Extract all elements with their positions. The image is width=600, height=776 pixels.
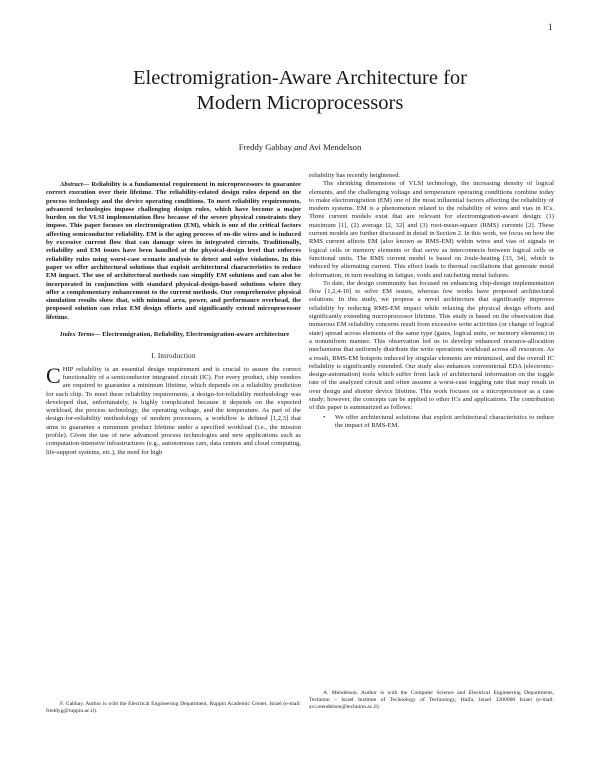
- intro-paragraph-3: To date, the design community has focused on enhancing chip-design implementation flow [1,2,4-10] to solve EM issues, whereas few works have proposed architectural solutions. In this study, we propose a novel architecture that significantly improves reliability by reducing RMS-EM impact while relaxing the physical design efforts and significantly extending microprocessor lifetime. This study is based on the observation that numerous EM reliability concerns result from excessive write activities (or change of logical state) spread across elements of the same type (gates, logical units, or memory elements) in a nonuniform manner. This observation led us to develop enhanced resource-allocation mechanisms that uniformly distribute the write operations workload across all resources. As a result, RMS-EM hotspots induced by singular elements are minimized, and the overall IC reliability is significantly extended. Our study also enhances conventional EDA (electronic-design-automation) tools which suffer from lack of architectural information on the toggle rate of the analyzed circuit and often assume a worst-case toggling rate that may result in over design and shorter device lifetime. This work focuses on a microprocessor as a case study; however, the concepts can be applied to other ICs and applications. The contribution of this paper is summarized as follows:: [309, 279, 554, 412]
- section-heading-introduction: I. Introduction: [151, 352, 196, 361]
- author-1: Freddy Gabbay: [238, 142, 292, 152]
- intro-paragraph-1-text: HIP reliability is an essential design requirement and is crucial to assure the correct functionality of a semiconductor integrated circuit (IC). For every product, chip vendors are required to guarantee a minimum lifetime, which depends on a reliability prediction for each chip. To meet these reliability requirements, a design-for-reliability methodology was developed that, unfortunately, is highly complicated because it depends on the expected workload, the process technology, the operating voltage, and the temperature. As part of the design-for-reliability methodology of modern processors, a workflow is defined [1,2,3] that aims to guarantee a minimum product lifetime under a specified workload (i.e., the mission profile). Given the use of new advanced process technologies and new applications such as computation-intensive infrastructures (e.g., autonomous cars, data centers and cloud computing, life-support systems, etc.), the need for high: [46, 365, 301, 456]
- author-conjunction: and: [294, 142, 307, 152]
- index-terms: [46, 331, 301, 339]
- index-terms-label: Index Terms—: [60, 331, 101, 339]
- list-item: [309, 414, 554, 431]
- title-line-2: Modern Microprocessors: [196, 92, 404, 114]
- footnote-right-text: A. Mendelson. Author is with the Computer Science and Electrical Engineering Departments, Technion – Israel Institute of Technology of Technology, Haifa, Israel 3200000 Israel (e-mail: avi.mendelson@technion.ac.il).: [309, 690, 554, 711]
- footnote-author-1: [46, 701, 301, 715]
- left-column: [46, 181, 301, 457]
- abstract-label: Abstract—: [60, 181, 90, 188]
- contribution-item-1: We offer architectural solutions that exploit architectural characteristics to reduce the impact of RMS-EM.: [335, 413, 554, 429]
- footnote-author-2: [309, 690, 554, 712]
- abstract-text: Reliability is a fundamental requirement in microprocessors to guarantee correct execution over their lifetime. The reliability-related design rules depend on the process technology and the device operating conditions. To meet reliability requirements, advanced technologies impose challenging design rules, which have become a major burden on the VLSI implementation flow because of the severe physical constraints they impose. This paper focuses on electromigration (EM), which is one of the critical factors affecting semiconductor reliability. EM is the aging process of on-die wires and is induced by excessive current flow that can damage wires in integrated circuits. Traditionally, reliability and EM issues have been handled at the physical-design level that enforces reliability rules using worst-case scenario analysis to detect and solve violations. In this paper we offer architectural solutions that exploit architectural characteristics to reduce EM impact. The use of architectural methods can simplify EM solutions and can also be incorporated in conjunction with standard physical-design-based solutions where they offer a complementary enhancement to the current methods. Our comprehensive physical simulation results show that, with minimal area, power, and performance overhead, the proposed solution can relax EM design efforts and significantly extend microprocessor lifetime.: [46, 181, 301, 321]
- title-line-1: Electromigration-Aware Architecture for: [133, 67, 467, 89]
- author-2: Avi Mendelson: [308, 142, 362, 152]
- paper-title: [0, 66, 600, 116]
- intro-paragraph-1: [46, 362, 301, 457]
- bullet-icon: •: [323, 413, 326, 421]
- intro-continuation: reliability has recently heightened.: [309, 172, 401, 179]
- page-number: 1: [548, 22, 553, 32]
- abstract: [46, 181, 301, 322]
- intro-paragraph-2: The shrinking dimensions of VLSI technology, the increasing density of logical elements, and the challenging voltage and temperature operating conditions combine today to make electromigration (EM) one of the most influential factors affecting the reliability of modern systems. EM is a phenomenon related to the reliability of wires and vias in ICs. Three current models exist that are relevant for electromigration-aware design: (1) maximum [1], (2) average [2, 32] and (3) root-mean-square (RMS) currents [2]. These current models are further discussed in detail in Section 2. In this work, we focus on how the RMS current affects EM (also known as RMS-EM) within wires and vias of signals in logical cells or memory elements or that serve as interconnects between logical cells or functional units. The RMS current model is based on Joule-heating [33, 34], which is induced by alternating current. This effect leads to thermal oscillations that generate metal deformation, in turn resulting in fatigue, voids and ratcheting metal failures.: [309, 180, 554, 279]
- footnote-left-text: F. Gabbay. Author is with the Electrical Engineering Department, Ruppin Academic Center, Israel (e-mail: freddyg@ruppin.ac.il).: [46, 701, 301, 715]
- drop-cap: C: [46, 362, 61, 388]
- right-column: [309, 172, 554, 430]
- author-list: [0, 142, 600, 152]
- contribution-list: [309, 414, 554, 431]
- index-terms-text: Electromigration, Reliability, Electromigration-aware architecture: [100, 331, 290, 339]
